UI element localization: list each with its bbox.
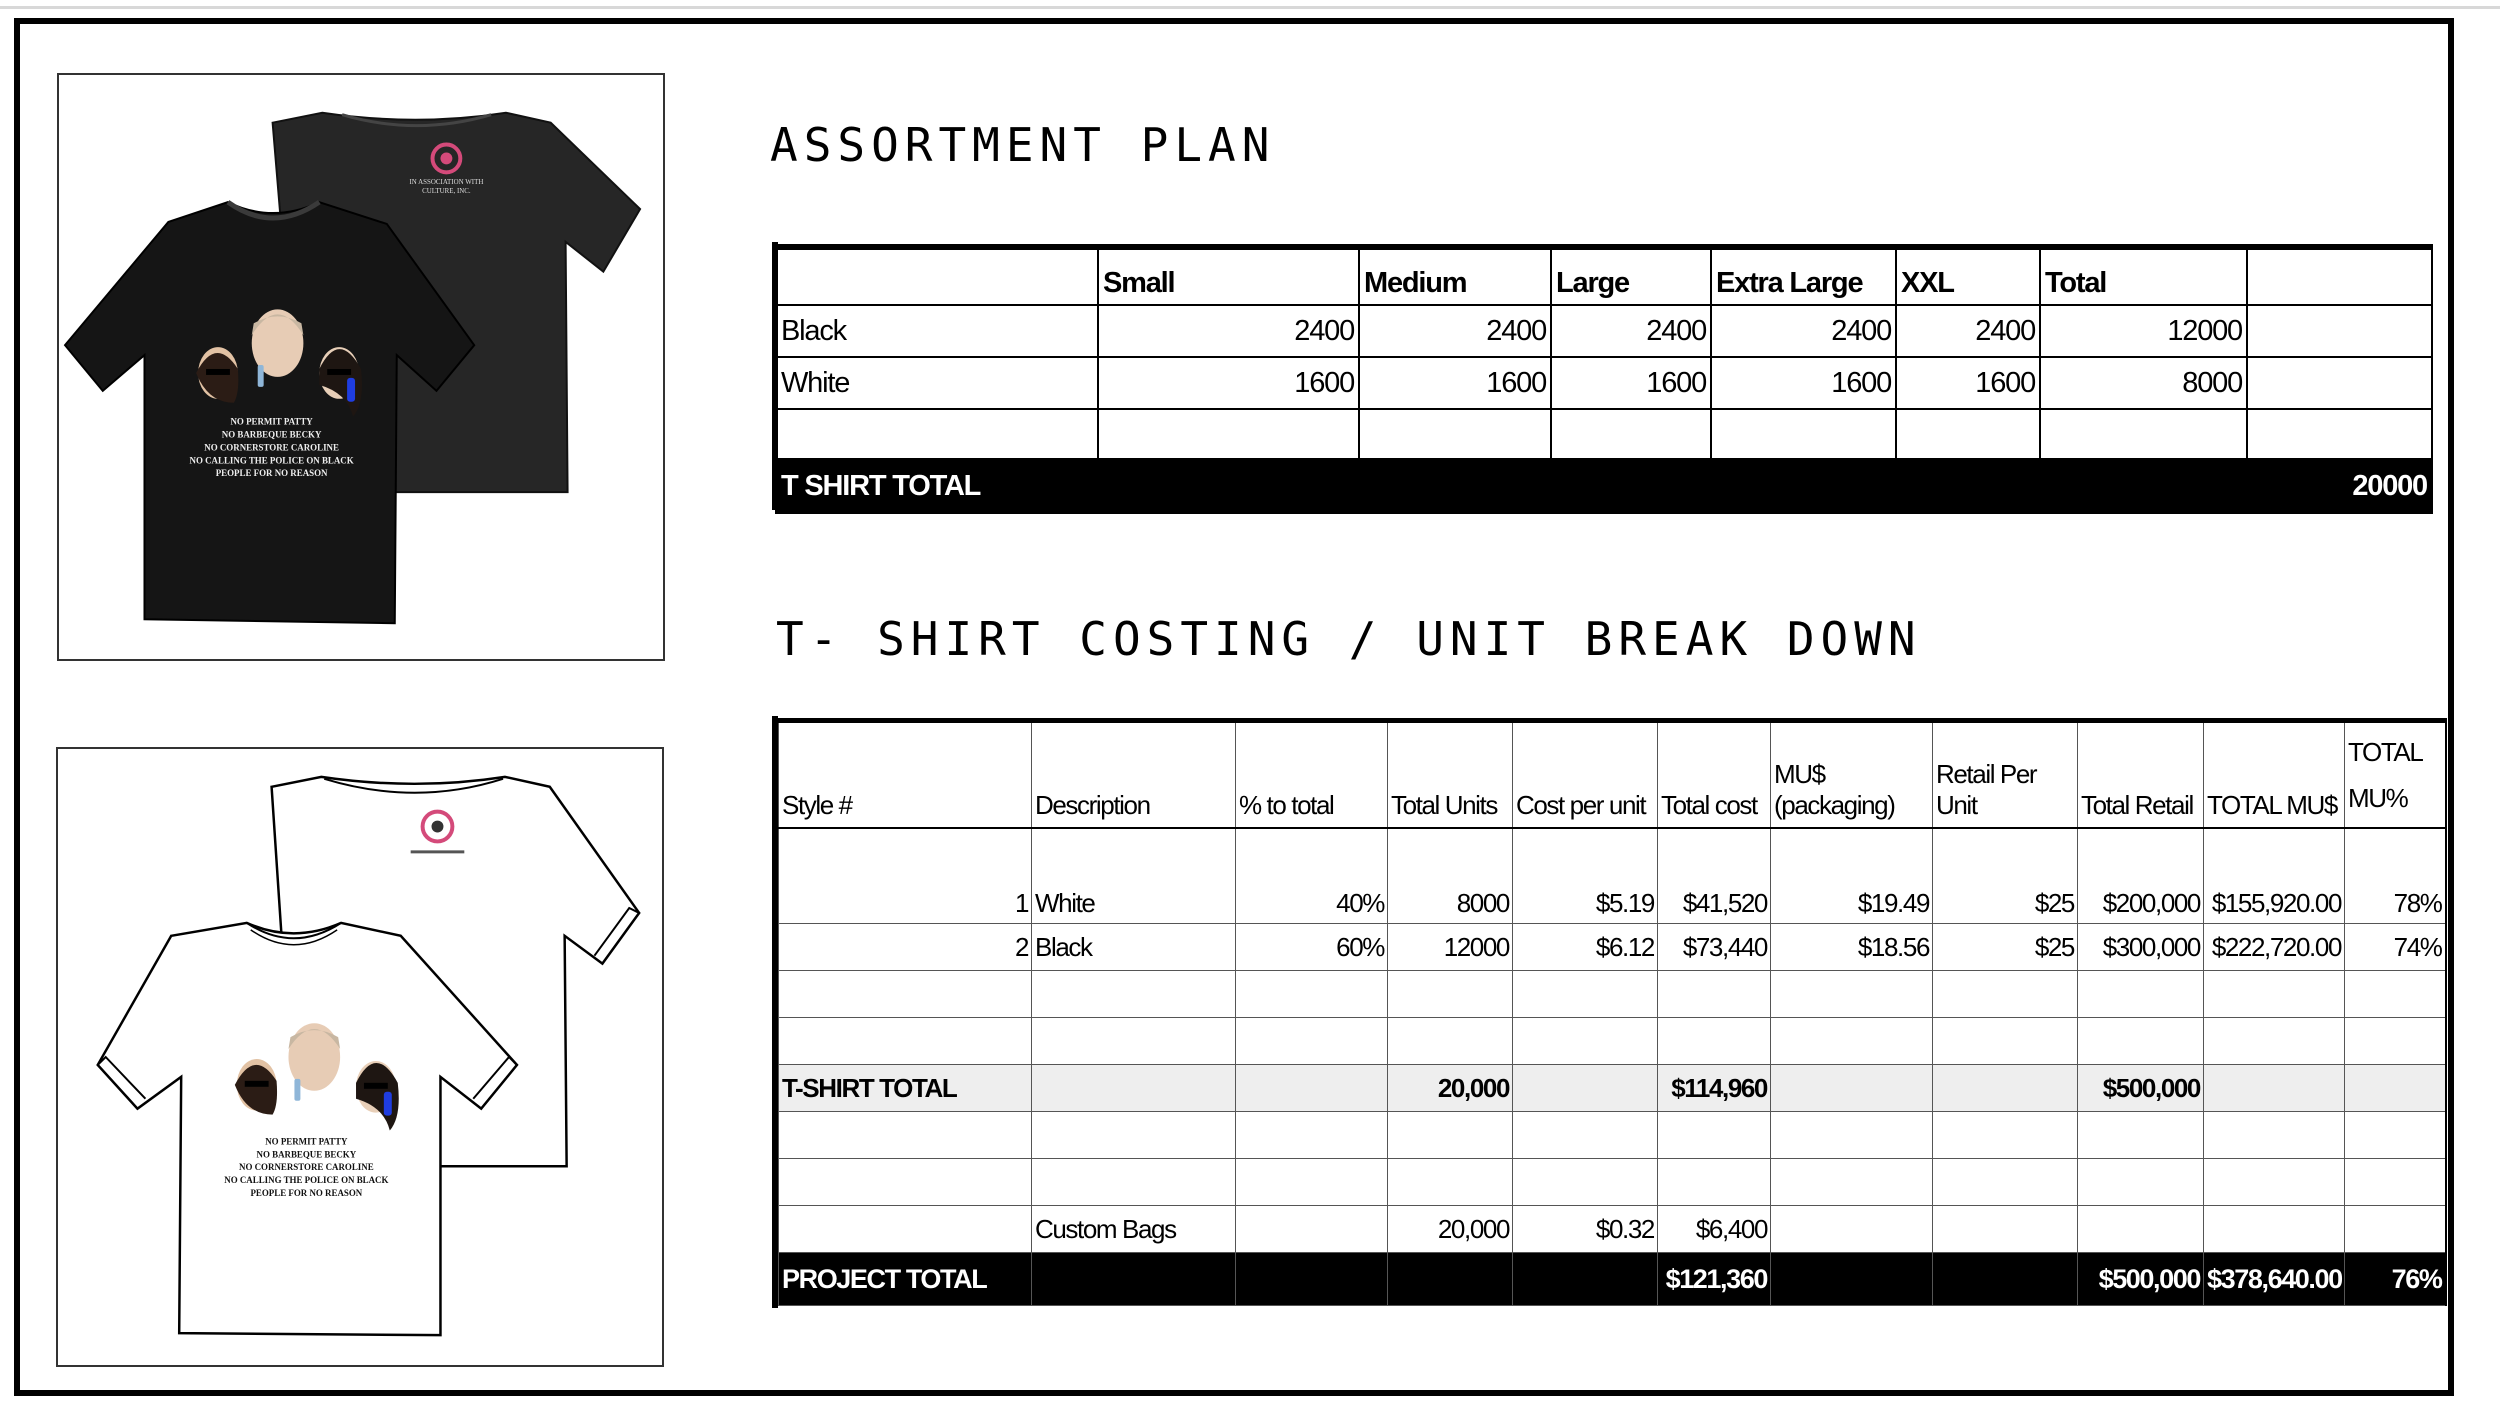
cell-medium: 2400	[1359, 305, 1551, 357]
cell-total-retail: $200,000	[2078, 828, 2204, 924]
project-total-retail: $500,000	[2078, 1253, 2204, 1306]
col-header-extra	[2247, 247, 2432, 305]
slogan-line-4: NO CALLING THE POLICE ON BLACK	[224, 1175, 389, 1186]
cell-total-units: 12000	[1388, 924, 1513, 971]
cell-large: 2400	[1551, 305, 1711, 357]
row-label: White	[776, 357, 1098, 409]
costing-blank-row	[779, 971, 2446, 1018]
costing-header-row	[779, 721, 2446, 829]
col-header-total-cost: Total cost	[1658, 721, 1771, 829]
bags-total-cost: $6,400	[1658, 1206, 1771, 1253]
subtotal-cost: $114,960	[1658, 1065, 1771, 1112]
assortment-row-white	[776, 357, 2432, 409]
cell-description: Black	[1032, 924, 1236, 971]
assortment-plan-title: ASSORTMENT PLAN	[770, 118, 1276, 172]
costing-row-black	[779, 924, 2446, 971]
cell-total-mu-pct: 74%	[2345, 924, 2446, 971]
black-shirt-mockup	[57, 73, 665, 661]
col-header-total-mu-pct: TOTAL MU%	[2345, 721, 2446, 829]
cell-mu-packaging: $19.49	[1771, 828, 1933, 924]
col-header-total-units: Total Units	[1388, 721, 1513, 829]
white-tshirt-illustration	[58, 749, 662, 1365]
col-header-total: Total	[2040, 247, 2247, 305]
cell-retail-per-unit: $25	[1933, 828, 2078, 924]
slogan-line-2: NO BARBEQUE BECKY	[221, 429, 322, 440]
slogan-line-1: NO PERMIT PATTY	[265, 1136, 348, 1147]
cell-total: 12000	[2040, 305, 2247, 357]
costing-blank-row	[779, 1112, 2446, 1159]
total-value: 20000	[2247, 459, 2432, 513]
subtotal-retail: $500,000	[2078, 1065, 2204, 1112]
costing-table	[778, 718, 2447, 1306]
cell-extra-large: 1600	[1711, 357, 1896, 409]
col-header-cost-per-unit: Cost per unit	[1513, 721, 1658, 829]
col-header-xxl: XXL	[1896, 247, 2040, 305]
bags-cost-per-unit: $0.32	[1513, 1206, 1658, 1253]
top-divider	[0, 6, 2500, 9]
cell-empty	[2247, 305, 2432, 357]
costing-title: T- SHIRT COSTING / UNIT BREAK DOWN	[776, 612, 1922, 666]
back-text-2: CULTURE, INC.	[422, 187, 471, 196]
white-shirt-mockup	[56, 747, 664, 1367]
cell-mu-packaging: $18.56	[1771, 924, 1933, 971]
col-header-total-retail: Total Retail	[2078, 721, 2204, 829]
cell-style: 1	[779, 828, 1032, 924]
cell-pct-total: 40%	[1236, 828, 1388, 924]
slogan-line-4: NO CALLING THE POLICE ON BLACK	[189, 455, 354, 466]
col-header-small: Small	[1098, 247, 1359, 305]
cell-total-mu: $222,720.00	[2204, 924, 2345, 971]
assortment-blank-row	[776, 409, 2432, 459]
row-label: Black	[776, 305, 1098, 357]
costing-project-total-row	[779, 1253, 2446, 1306]
subtotal-label: T-SHIRT TOTAL	[779, 1065, 1032, 1112]
slogan-line-3: NO CORNERSTORE CAROLINE	[204, 442, 339, 453]
cell-xxl: 2400	[1896, 305, 2040, 357]
cell-description: White	[1032, 828, 1236, 924]
cell-cost-per-unit: $5.19	[1513, 828, 1658, 924]
assortment-total-row	[776, 459, 2432, 513]
assortment-header-row	[776, 247, 2432, 305]
slogan-line-2: NO BARBEQUE BECKY	[256, 1149, 357, 1160]
costing-blank-row	[779, 1159, 2446, 1206]
cell-total-cost: $73,440	[1658, 924, 1771, 971]
cell-total-cost: $41,520	[1658, 828, 1771, 924]
bags-description: Custom Bags	[1032, 1206, 1236, 1253]
costing-blank-row	[779, 1018, 2446, 1065]
project-total-cost: $121,360	[1658, 1253, 1771, 1306]
cell-small: 1600	[1098, 357, 1359, 409]
assortment-table	[775, 244, 2433, 514]
cell-total-units: 8000	[1388, 828, 1513, 924]
cell-style: 2	[779, 924, 1032, 971]
costing-bags-row	[779, 1206, 2446, 1253]
col-header-description: Description	[1032, 721, 1236, 829]
col-header-mu-packaging: MU$ (packaging)	[1771, 721, 1933, 829]
col-header-blank	[776, 247, 1098, 305]
col-header-pct-total: % to total	[1236, 721, 1388, 829]
cell-extra-large: 2400	[1711, 305, 1896, 357]
cell-small: 2400	[1098, 305, 1359, 357]
project-total-label: PROJECT TOTAL	[779, 1253, 1032, 1306]
col-header-extra-large: Extra Large	[1711, 247, 1896, 305]
project-total-mu-pct: 76%	[2345, 1253, 2446, 1306]
col-header-retail-per-unit: Retail Per Unit	[1933, 721, 2078, 829]
back-text-1: IN ASSOCIATION WITH	[409, 178, 484, 187]
project-total-mu: $378,640.00	[2204, 1253, 2345, 1306]
cell-medium: 1600	[1359, 357, 1551, 409]
assortment-row-black	[776, 305, 2432, 357]
col-header-medium: Medium	[1359, 247, 1551, 305]
col-header-large: Large	[1551, 247, 1711, 305]
black-tshirt-illustration	[59, 75, 663, 659]
slogan-line-1: NO PERMIT PATTY	[230, 416, 313, 427]
subtotal-units: 20,000	[1388, 1065, 1513, 1112]
costing-tshirt-total-row	[779, 1065, 2446, 1112]
cell-total: 8000	[2040, 357, 2247, 409]
cell-xxl: 1600	[1896, 357, 2040, 409]
cell-total-mu-pct: 78%	[2345, 828, 2446, 924]
cell-pct-total: 60%	[1236, 924, 1388, 971]
cell-total-retail: $300,000	[2078, 924, 2204, 971]
costing-row-white	[779, 828, 2446, 924]
slogan-line-5: PEOPLE FOR NO REASON	[215, 468, 328, 479]
cell-retail-per-unit: $25	[1933, 924, 2078, 971]
cell-total-mu: $155,920.00	[2204, 828, 2345, 924]
cell-empty	[2247, 357, 2432, 409]
cell-large: 1600	[1551, 357, 1711, 409]
col-header-total-mu: TOTAL MU$	[2204, 721, 2345, 829]
cell-cost-per-unit: $6.12	[1513, 924, 1658, 971]
col-header-style: Style #	[779, 721, 1032, 829]
slogan-line-5: PEOPLE FOR NO REASON	[250, 1188, 363, 1199]
slogan-line-3: NO CORNERSTORE CAROLINE	[239, 1162, 374, 1173]
bags-units: 20,000	[1388, 1206, 1513, 1253]
total-label: T SHIRT TOTAL	[776, 459, 2247, 513]
